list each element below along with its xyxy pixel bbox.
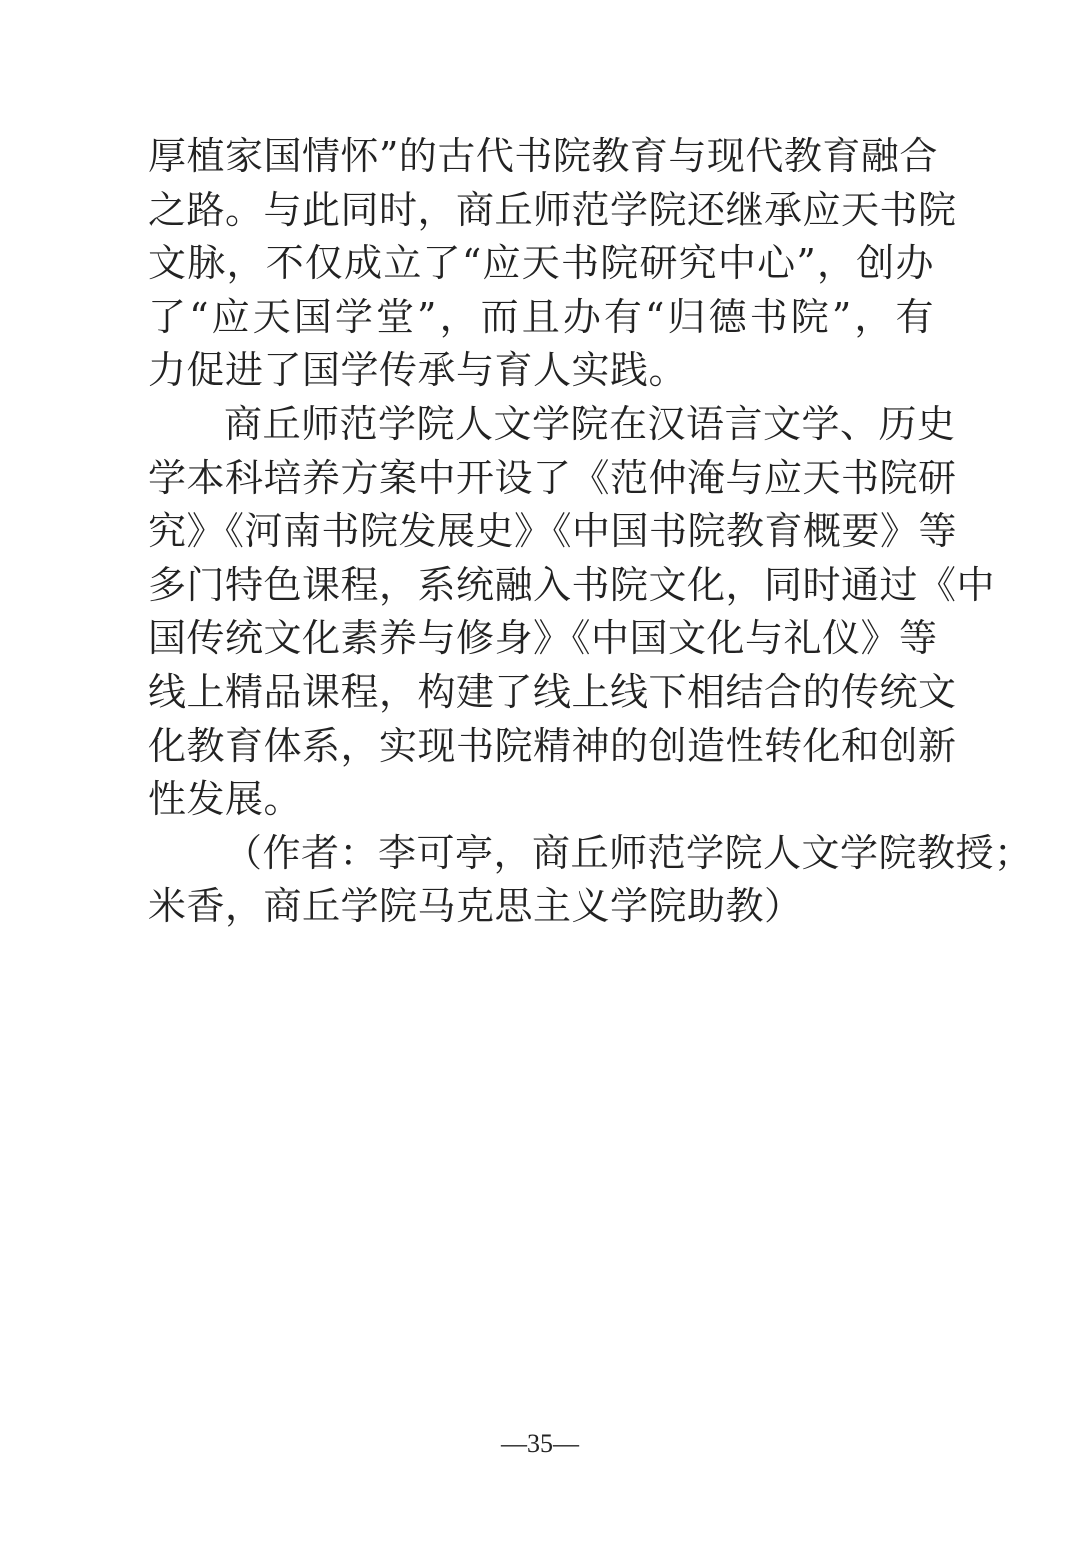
- text-line: 究》《河南书院发展史》《中国书院教育概要》等: [148, 509, 958, 554]
- text-line: 商丘师范学院人文学院在汉语言文学、历史: [224, 401, 956, 446]
- text-line: 文脉，不仅成立了“应天书院研究中心”，创办: [148, 241, 934, 286]
- text-line: 化教育体系，实现书院精神的创造性转化和创新: [148, 723, 957, 768]
- text-line: 了“应天国学堂”，而且办有“归德书院”，有: [148, 294, 934, 339]
- text-line: 厚植家国情怀”的古代书院教育与现代教育融合: [148, 134, 938, 178]
- author-note-line: 米香，商丘学院马克思主义学院助教）: [148, 884, 803, 929]
- text-line: 多门特色课程，系统融入书院文化，同时通过《中: [148, 562, 996, 607]
- text-line: 学本科培养方案中开设了《范仲淹与应天书院研: [148, 455, 957, 500]
- body-text: [148, 130, 1033, 934]
- text-line: 国传统文化素养与修身》《中国文化与礼仪》等: [148, 616, 938, 661]
- text-line: 之路。与此同时，商丘师范学院还继承应天书院: [148, 187, 957, 232]
- author-note-line: （作者：李可亭，商丘师范学院人文学院教授；: [224, 830, 1033, 875]
- text-line: 力促进了国学传承与育人实践。: [148, 348, 688, 393]
- page-number: —35—: [501, 1429, 579, 1458]
- text-line: 线上精品课程，构建了线上线下相结合的传统文: [148, 669, 957, 714]
- text-line: 性发展。: [148, 777, 303, 822]
